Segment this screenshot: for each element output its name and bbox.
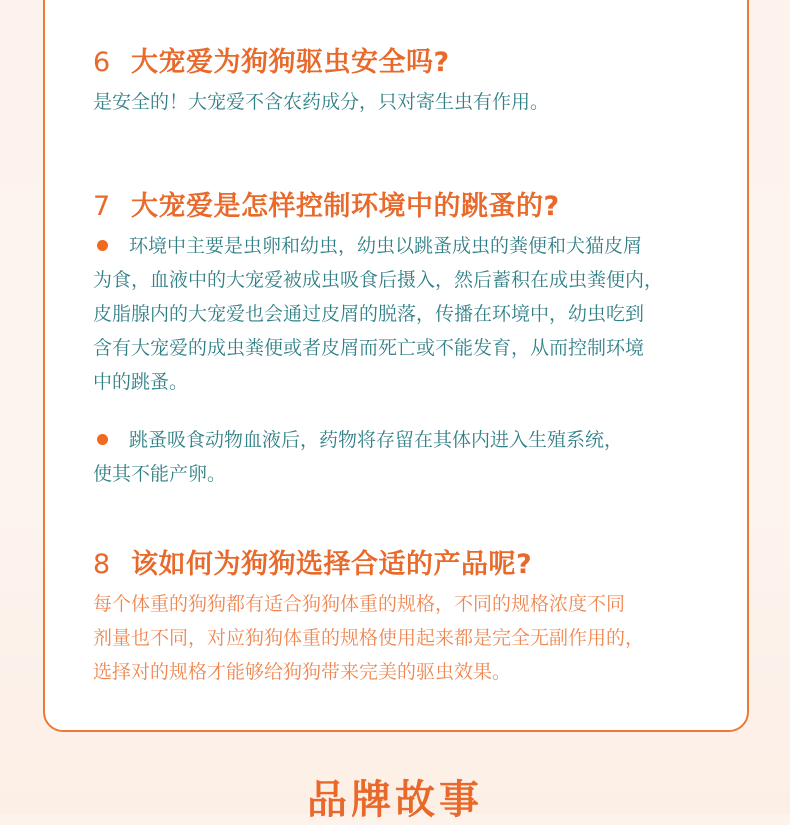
answer-line: 使其不能产卵。 xyxy=(93,463,227,485)
answer-line: 剂量也不同，对应狗狗体重的规格使用起来都是完全无副作用的， xyxy=(93,627,645,649)
faq-question-text: 大宠爱为狗狗驱虫安全吗? xyxy=(131,47,450,78)
faq-answer-8 xyxy=(93,587,743,689)
faq-question-6-title xyxy=(93,40,450,79)
faq-question-text: 大宠爱是怎样控制环境中的跳蚤的? xyxy=(131,191,560,222)
answer-line: 环境中主要是虫卵和幼虫，幼虫以跳蚤成虫的粪便和犬猫皮屑 xyxy=(129,235,643,257)
answer-line: 为食，血液中的大宠爱被成虫吸食后摄入，然后蓄积在成虫粪便内， xyxy=(93,269,664,291)
faq-question-7-title xyxy=(93,184,560,223)
answer-line: 是安全的！大宠爱不含农药成分，只对寄生虫有作用。 xyxy=(93,91,550,113)
faq-answer-7-bullet-1 xyxy=(93,229,743,399)
faq-question-number: 6 xyxy=(93,47,111,78)
faq-answer-7-bullet-2 xyxy=(93,423,743,491)
faq-question-number: 8 xyxy=(93,549,111,580)
answer-line: 含有大宠爱的成虫粪便或者皮屑而死亡或不能发育，从而控制环境 xyxy=(93,337,645,359)
faq-question-text: 该如何为狗狗选择合适的产品呢? xyxy=(131,549,533,580)
faq-question-number: 7 xyxy=(93,191,111,222)
faq-question-8-title xyxy=(93,542,532,581)
brand-story-heading: 品牌故事 xyxy=(307,777,483,823)
answer-line: 每个体重的狗狗都有适合狗狗体重的规格，不同的规格浓度不同 xyxy=(93,593,626,615)
answer-line: 皮脂腺内的大宠爱也会通过皮屑的脱落，传播在环境中，幼虫吃到 xyxy=(93,303,645,325)
faq-answer-6 xyxy=(93,85,743,119)
answer-line: 中的跳蚤。 xyxy=(93,371,189,393)
answer-line: 跳蚤吸食动物血液后，药物将存留在其体内进入生殖系统， xyxy=(129,429,624,451)
answer-line: 选择对的规格才能够给狗狗带来完美的驱虫效果。 xyxy=(93,661,512,683)
